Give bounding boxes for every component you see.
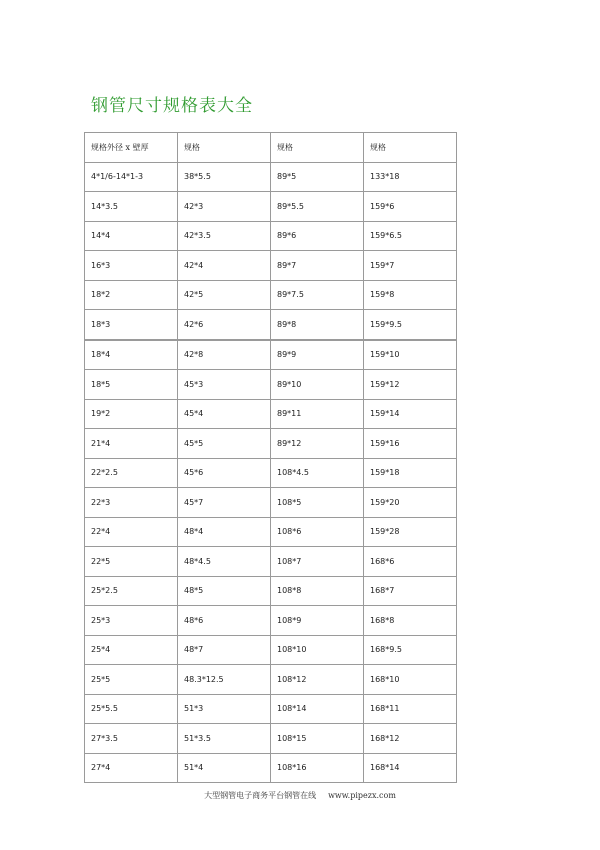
table-cell: 45*5: [178, 429, 271, 459]
table-cell: 42*5: [178, 280, 271, 310]
table-cell: 159*9.5: [364, 310, 457, 340]
table-cell: 168*6: [364, 547, 457, 577]
table-cell: 48*5: [178, 576, 271, 606]
table-cell: 18*3: [85, 310, 178, 340]
table-cell: 22*2.5: [85, 458, 178, 488]
table-row: [85, 576, 457, 606]
table-cell: 89*7.5: [271, 280, 364, 310]
table-cell: 45*3: [178, 370, 271, 400]
table-row: [85, 606, 457, 636]
table-cell: 25*5.5: [85, 694, 178, 724]
table-cell: 89*5.5: [271, 192, 364, 222]
table-cell: 45*4: [178, 399, 271, 429]
table-cell: 168*14: [364, 753, 457, 783]
table-cell: 18*5: [85, 370, 178, 400]
table-cell: 108*4.5: [271, 458, 364, 488]
table-header-row: [85, 133, 457, 163]
table-cell: 16*3: [85, 251, 178, 281]
table-row: [85, 280, 457, 310]
table-row: [85, 724, 457, 754]
table-cell: 108*5: [271, 488, 364, 518]
table-cell: 89*10: [271, 370, 364, 400]
footer-text: 大型钢管电子商务平台钢管在线: [204, 791, 317, 800]
table-cell: 133*18: [364, 162, 457, 192]
table-cell: 42*8: [178, 340, 271, 370]
table-cell: 159*8: [364, 280, 457, 310]
table-cell: 108*14: [271, 694, 364, 724]
table-cell: 42*3: [178, 192, 271, 222]
table-cell: 159*12: [364, 370, 457, 400]
table-cell: 159*6.5: [364, 221, 457, 251]
table-cell: 27*4: [85, 753, 178, 783]
table-cell: 108*6: [271, 517, 364, 547]
table-row: [85, 753, 457, 783]
pipe-spec-table: [84, 132, 457, 783]
table-cell: 108*8: [271, 576, 364, 606]
table-cell: 51*3.5: [178, 724, 271, 754]
table-row: [85, 251, 457, 281]
table-row: [85, 399, 457, 429]
table-cell: 22*3: [85, 488, 178, 518]
table-cell: 19*2: [85, 399, 178, 429]
table-row: [85, 547, 457, 577]
table-cell: 168*8: [364, 606, 457, 636]
table-cell: 168*11: [364, 694, 457, 724]
table-cell: 159*28: [364, 517, 457, 547]
page-title: 钢管尺寸规格表大全: [91, 96, 253, 116]
table-cell: 168*7: [364, 576, 457, 606]
table-cell: 108*15: [271, 724, 364, 754]
table-cell: 18*2: [85, 280, 178, 310]
table-cell: 42*4: [178, 251, 271, 281]
table-cell: 89*8: [271, 310, 364, 340]
table-cell: 48*6: [178, 606, 271, 636]
table-cell: 48*4.5: [178, 547, 271, 577]
table-row: [85, 310, 457, 340]
table-cell: 42*6: [178, 310, 271, 340]
table-cell: 159*16: [364, 429, 457, 459]
table-cell: 89*9: [271, 340, 364, 370]
table-cell: 25*5: [85, 665, 178, 695]
table-cell: 4*1/6-14*1-3: [85, 162, 178, 192]
table-row: [85, 162, 457, 192]
table-cell: 27*3.5: [85, 724, 178, 754]
table-cell: 108*16: [271, 753, 364, 783]
table-cell: 159*18: [364, 458, 457, 488]
table-cell: 22*5: [85, 547, 178, 577]
table-cell: 159*14: [364, 399, 457, 429]
table-row: [85, 458, 457, 488]
table-cell: 22*4: [85, 517, 178, 547]
table-cell: 25*2.5: [85, 576, 178, 606]
table-cell: 48.3*12.5: [178, 665, 271, 695]
table-cell: 159*20: [364, 488, 457, 518]
table-row: [85, 370, 457, 400]
column-header: 规格: [178, 133, 271, 163]
column-header: 规格外径 x 壁厚: [85, 133, 178, 163]
table-row: [85, 694, 457, 724]
table-row: [85, 488, 457, 518]
column-header: 规格: [364, 133, 457, 163]
table-cell: 108*7: [271, 547, 364, 577]
table-row: [85, 429, 457, 459]
table-cell: 159*10: [364, 340, 457, 370]
table-cell: 48*4: [178, 517, 271, 547]
table-cell: 108*12: [271, 665, 364, 695]
table-cell: 89*11: [271, 399, 364, 429]
table-cell: 168*12: [364, 724, 457, 754]
column-header: 规格: [271, 133, 364, 163]
table-row: [85, 192, 457, 222]
table-cell: 168*9.5: [364, 635, 457, 665]
table-cell: 168*10: [364, 665, 457, 695]
table-cell: 89*6: [271, 221, 364, 251]
table-cell: 18*4: [85, 340, 178, 370]
table-cell: 14*4: [85, 221, 178, 251]
table-cell: 38*5.5: [178, 162, 271, 192]
table-cell: 89*7: [271, 251, 364, 281]
table-cell: 25*4: [85, 635, 178, 665]
table-cell: 25*3: [85, 606, 178, 636]
table-row: [85, 635, 457, 665]
table-cell: 51*3: [178, 694, 271, 724]
page-footer: [0, 790, 600, 801]
table-body: [85, 162, 457, 783]
table-cell: 14*3.5: [85, 192, 178, 222]
table-row: [85, 665, 457, 695]
table-cell: 89*12: [271, 429, 364, 459]
table-cell: 51*4: [178, 753, 271, 783]
table-row: [85, 517, 457, 547]
table-row: [85, 221, 457, 251]
table-cell: 89*5: [271, 162, 364, 192]
table-cell: 108*9: [271, 606, 364, 636]
table-cell: 21*4: [85, 429, 178, 459]
table-cell: 108*10: [271, 635, 364, 665]
table-cell: 48*7: [178, 635, 271, 665]
table-cell: 159*6: [364, 192, 457, 222]
footer-url-link[interactable]: www.pipezx.com: [328, 791, 396, 800]
table-row: [85, 340, 457, 370]
table-cell: 159*7: [364, 251, 457, 281]
table-cell: 45*7: [178, 488, 271, 518]
table-cell: 42*3.5: [178, 221, 271, 251]
table-cell: 45*6: [178, 458, 271, 488]
